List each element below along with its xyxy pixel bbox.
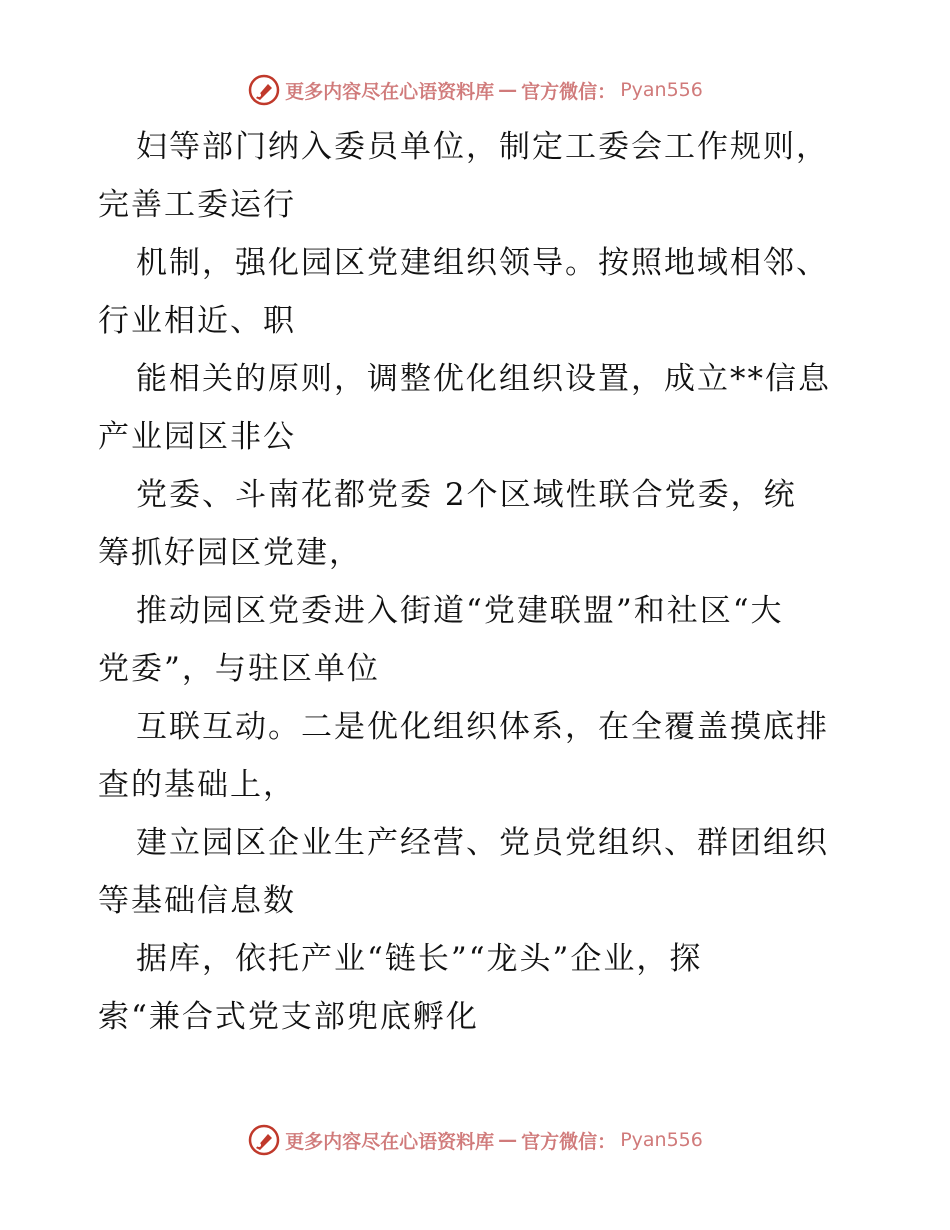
paragraph-line: 党委”，与驻区单位	[98, 651, 380, 687]
pen-nib-circle-icon	[247, 73, 281, 107]
watermark-dash: —	[498, 1129, 518, 1151]
paragraph	[98, 930, 858, 1046]
watermark-footer	[0, 1120, 950, 1160]
document-body	[98, 118, 858, 1046]
paragraph-line: 完善工委运行	[98, 187, 296, 223]
watermark-contact-id: Pyan556	[620, 1129, 703, 1151]
paragraph	[98, 698, 858, 814]
paragraph-line: 能相关的原则，调整优化组织设置，成立**信息	[136, 361, 831, 397]
watermark-dash: —	[498, 79, 518, 101]
watermark-header	[0, 70, 950, 110]
paragraph	[98, 350, 858, 466]
paragraph-line: 查的基础上，	[98, 767, 296, 803]
watermark-site-text: 更多内容尽在心语资料库	[285, 80, 495, 103]
paragraph-line: 行业相近、职	[98, 303, 296, 339]
paragraph	[98, 234, 858, 350]
paragraph	[98, 814, 858, 930]
paragraph-line: 党委、斗南花都党委 2个区域性联合党委，统	[136, 477, 797, 513]
watermark-contact-label: 官方微信：	[521, 1130, 617, 1153]
paragraph-line: 据库，依托产业“链长”“龙头”企业，探	[136, 941, 703, 977]
paragraph-line: 等基础信息数	[98, 883, 296, 919]
watermark-contact-id: Pyan556	[620, 79, 703, 101]
paragraph-line: 产业园区非公	[98, 419, 296, 455]
paragraph	[98, 466, 858, 582]
watermark-site-text: 更多内容尽在心语资料库	[285, 1130, 495, 1153]
watermark-contact-label: 官方微信：	[521, 80, 617, 103]
paragraph-line: 妇等部门纳入委员单位，制定工委会工作规则，	[136, 129, 829, 165]
paragraph	[98, 582, 858, 698]
paragraph-line: 机制，强化园区党建组织领导。按照地域相邻、	[136, 245, 829, 281]
pen-nib-circle-icon	[247, 1123, 281, 1157]
paragraph-line: 推动园区党委进入街道“党建联盟”和社区“大	[136, 593, 784, 629]
paragraph-line: 建立园区企业生产经营、党员党组织、群团组织	[136, 825, 829, 861]
paragraph	[98, 118, 858, 234]
paragraph-line: 互联互动。二是优化组织体系，在全覆盖摸底排	[136, 709, 829, 745]
paragraph-line: 索“兼合式党支部兜底孵化	[98, 999, 479, 1035]
paragraph-line: 筹抓好园区党建，	[98, 535, 362, 571]
